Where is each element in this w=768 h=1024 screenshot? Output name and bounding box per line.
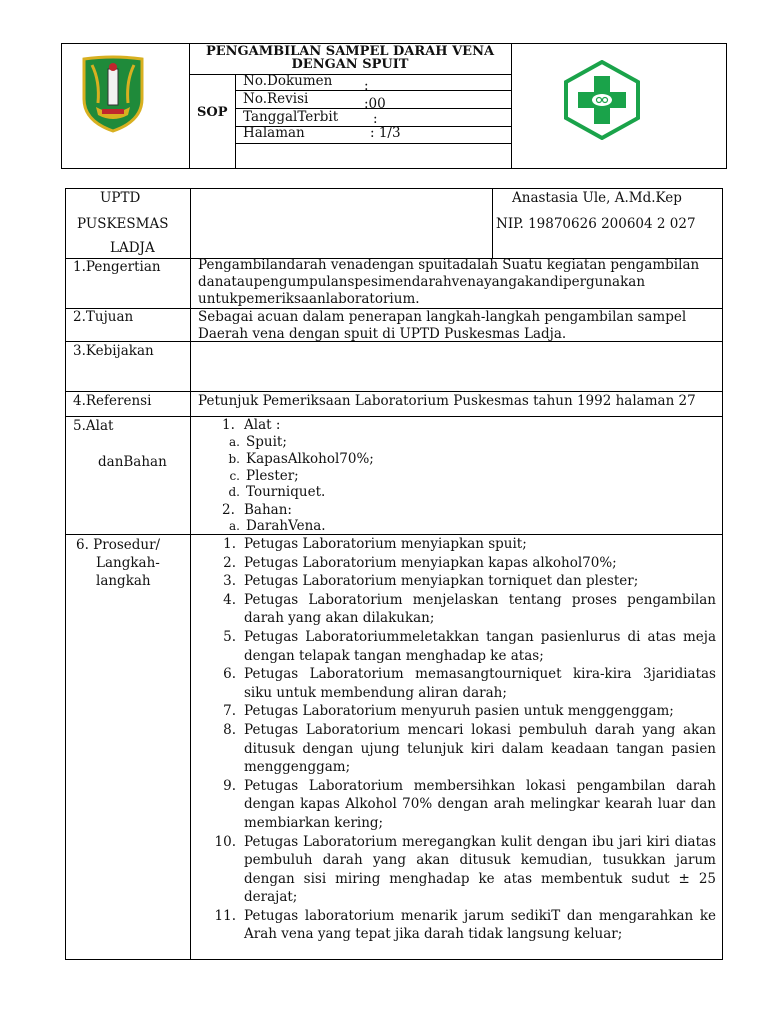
regional-emblem-logo	[80, 55, 146, 133]
list-item: a. DarahVena.	[229, 518, 326, 534]
org-uptd: UPTD	[100, 190, 141, 206]
referensi-text: Petunjuk Pemeriksaan Laboratorium Puskesmas tahun 1992 halaman 27	[198, 393, 696, 409]
table-row: 8. Petugas Laboratorium mencari lokasi pembuluh darah yang akan ditusuk dengan ujung telunjuk kiri dalam keadaan tangan pasien menggenggam;	[223, 721, 716, 776]
field-tanggal-terbit-value: :	[373, 111, 378, 127]
table-row: 9. Petugas Laboratorium membersihkan lokasi pengambilan darah dengan kapas Alkohol 70% dengan arah melingkar kearah luar dan membiarkan kering;	[223, 777, 716, 831]
referensi-label: 4.Referensi	[73, 393, 152, 409]
list-item: a. Spuit;	[229, 434, 287, 450]
signer-name: Anastasia Ule, A.Md.Kep	[512, 190, 682, 206]
table-row: 5. Petugas Laboratoriummeletakkan tangan pasienlurus di atas meja dengan telapak tangan menghadap ke atas;	[223, 628, 716, 664]
prosedur-steps	[194, 535, 716, 944]
tujuan-text: Sebagai acuan dalam penerapan langkah-langkah pengambilan sampel Daerah vena dengan spuit di UPTD Puskesmas Ladja.	[198, 309, 687, 342]
pengertian-text: Pengambilandarah venadengan spuitadalah Suatu kegiatan pengambilan danataupengumpulanspesimendarahvenayangakandipergunakan untukpemeriksaanlaboratorium.	[198, 257, 700, 307]
table-row: 10. Petugas Laboratorium meregangkan kulit dengan ibu jari kiri diatas pembuluh darah yang akan ditusuk kemudian, tusukkan jarum dengan sisi miring menghadap ke atas membentuk sudut ± 25 derajat;	[214, 833, 716, 906]
field-halaman-label: Halaman	[243, 125, 305, 141]
table-row: 2. Petugas Laboratorium menyiapkan kapas alkohol70%;	[223, 554, 617, 571]
prosedur-label-2: Langkah-	[96, 555, 160, 571]
bahan-title: Bahan:	[244, 502, 292, 518]
table-row: 1. Petugas Laboratorium menyiapkan spuit;	[223, 536, 527, 552]
table-row: 7. Petugas Laboratorium menyuruh pasien untuk menggenggam;	[223, 703, 674, 720]
alat-items	[198, 434, 698, 501]
alat-number: 1.	[222, 417, 235, 433]
alat-title: Alat :	[244, 417, 281, 433]
field-no-revisi-label: No.Revisi	[243, 91, 309, 107]
bahan-items	[198, 518, 698, 535]
list-item: d. Tourniquet.	[228, 484, 326, 501]
field-no-revisi-value: :00	[364, 96, 386, 112]
tujuan-label: 2.Tujuan	[73, 309, 134, 325]
kebijakan-label: 3.Kebijakan	[73, 343, 154, 359]
org-puskesmas: PUSKESMAS	[77, 216, 169, 232]
field-halaman-value: : 1/3	[370, 125, 401, 141]
table-row: 3. Petugas Laboratorium menyiapkan torniquet dan plester;	[223, 573, 639, 590]
alat-label: 5.Alat	[73, 418, 114, 434]
org-ladja: LADJA	[110, 240, 155, 256]
pengertian-label: 1.Pengertian	[73, 259, 161, 275]
prosedur-label-1: 6. Prosedur/	[76, 537, 161, 553]
bahan-label: danBahan	[98, 454, 167, 470]
table-row: 6. Petugas Laboratorium memasangtourniquet kira-kira 3jaridiatas siku untuk membendung aliran darah;	[223, 666, 716, 701]
puskesmas-cross-logo	[563, 60, 641, 140]
document-title: PENGAMBILAN SAMPEL DARAH VENA DENGAN SPUIT	[205, 44, 495, 72]
signer-nip: NIP. 19870626 200604 2 027	[496, 216, 696, 232]
sop-label: SOP	[197, 105, 228, 120]
prosedur-label-3: langkah	[96, 573, 151, 589]
table-row: 11. Petugas laboratorium menarik jarum sedikiT dan mengarahkan ke Arah vena yang tepat jika darah tidak langsung keluar;	[214, 907, 716, 943]
list-item: b. KapasAlkohol70%;	[228, 450, 374, 467]
field-no-dokumen-label: No.Dokumen	[243, 73, 333, 89]
table-row: 4. Petugas Laboratorium menjelaskan tentang proses pengambilan darah yang akan dilakukan;	[223, 591, 716, 627]
field-tanggal-terbit-label: TanggalTerbit	[243, 109, 339, 125]
field-no-dokumen-value: :	[364, 78, 369, 94]
list-item: c. Plester;	[229, 467, 299, 484]
bahan-number: 2.	[222, 502, 235, 518]
